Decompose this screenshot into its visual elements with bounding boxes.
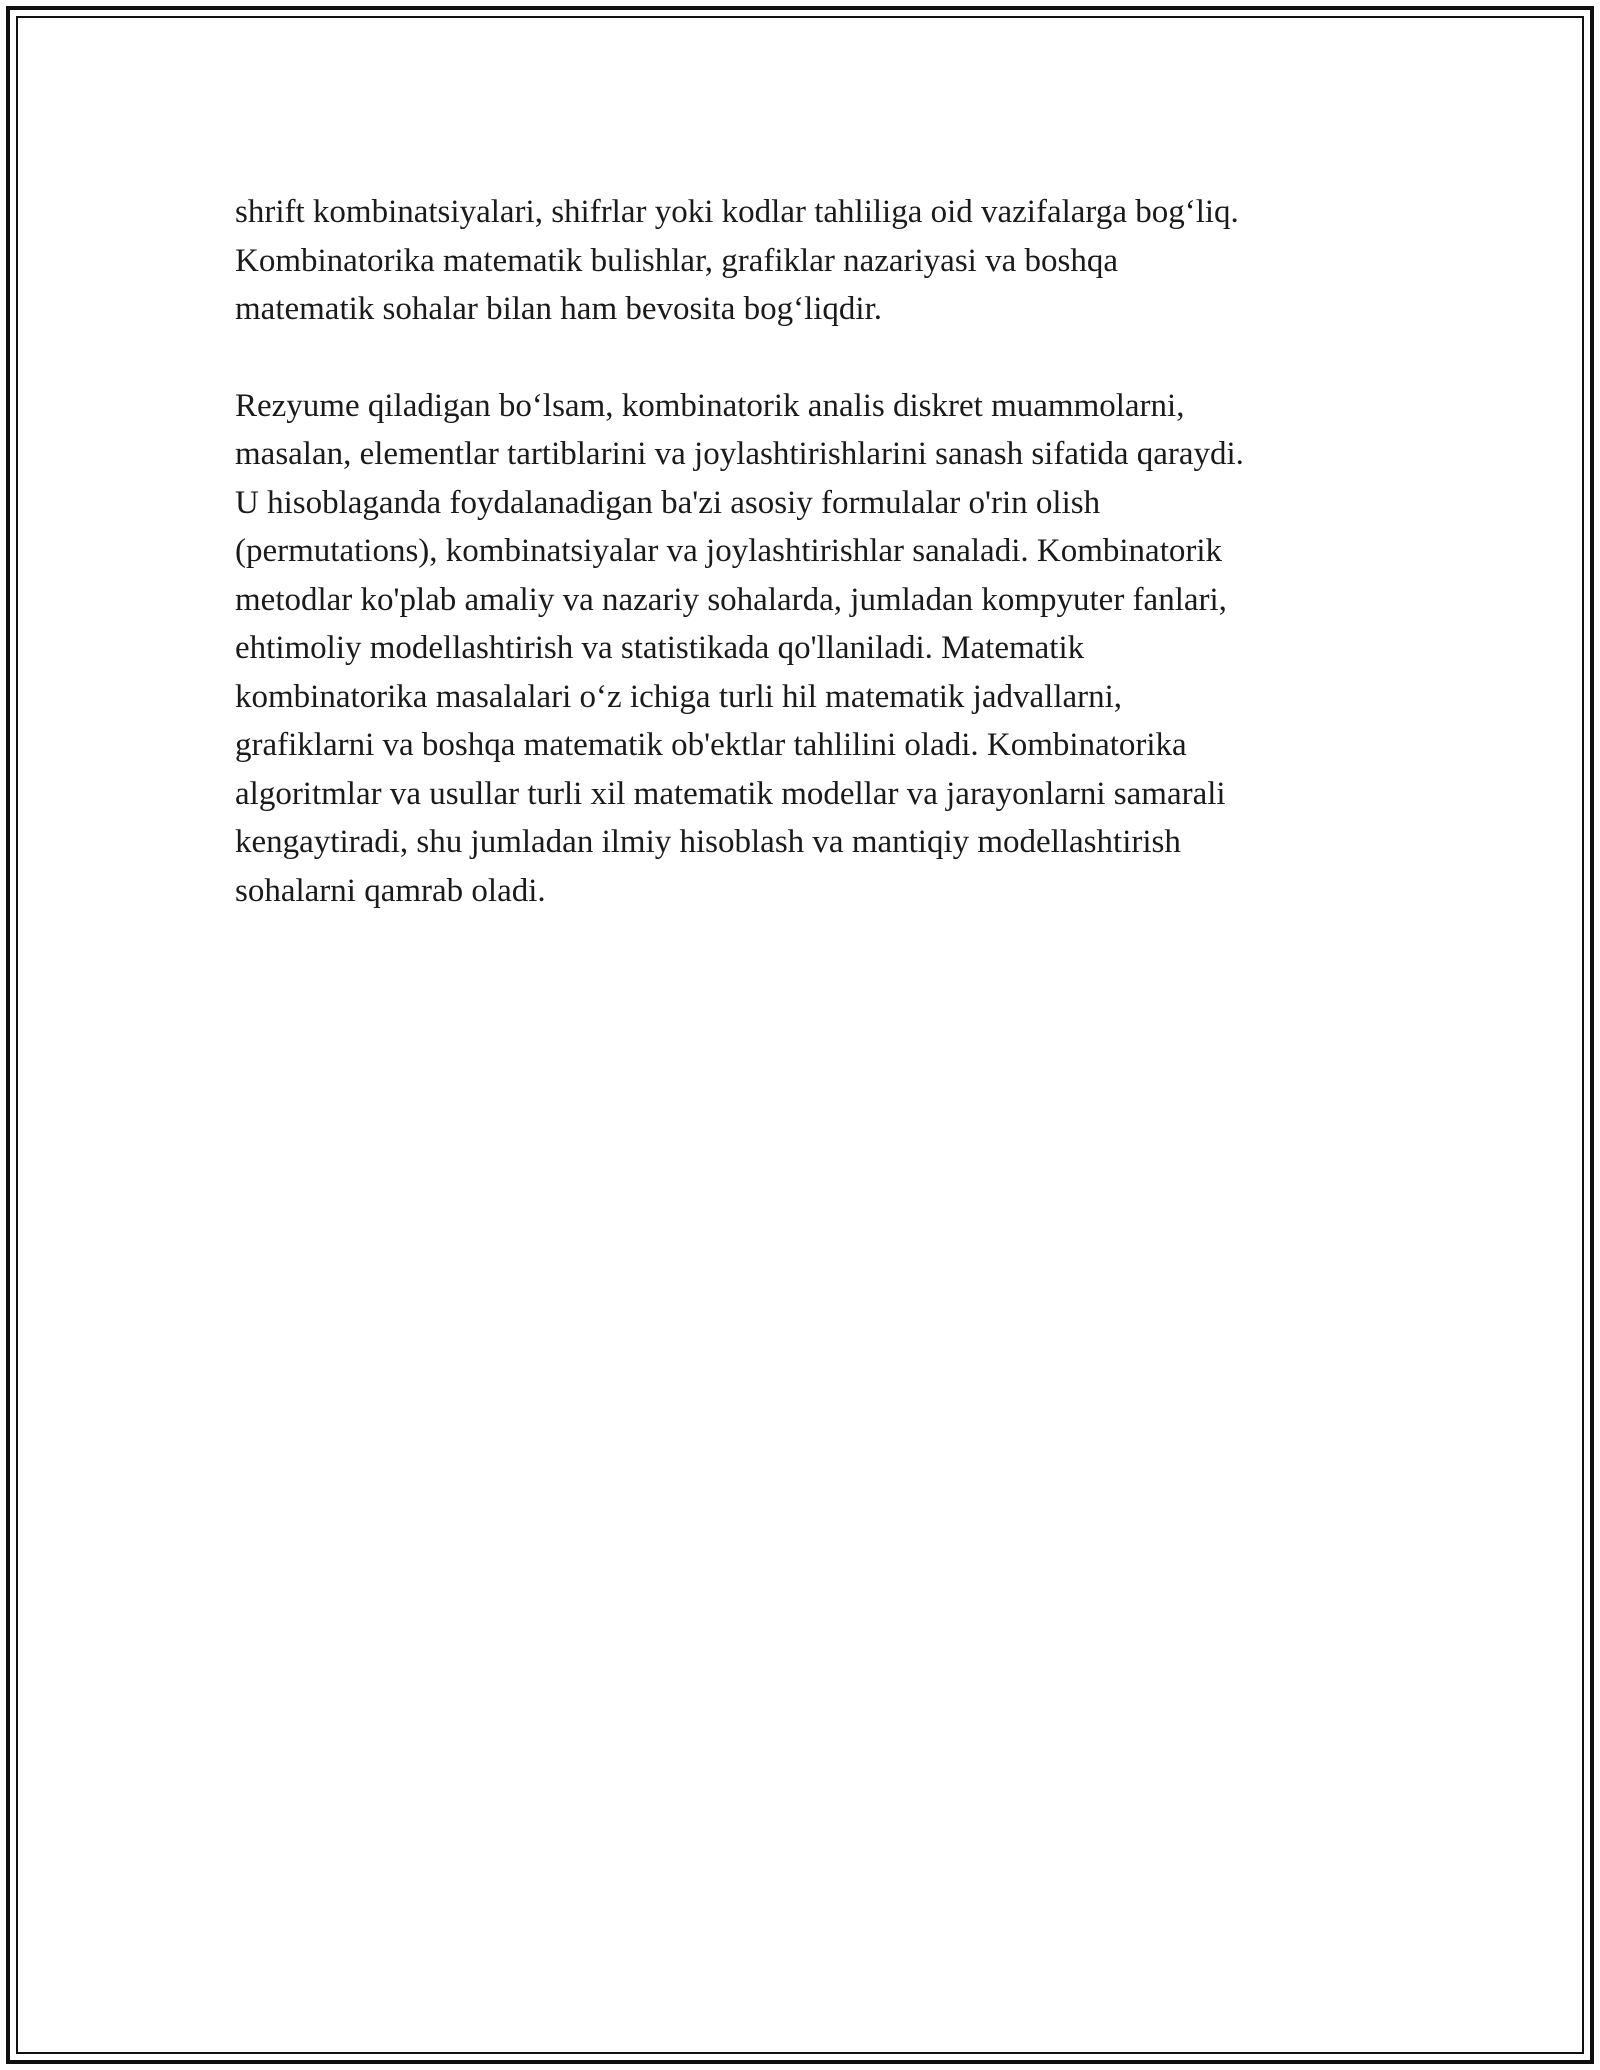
document-body bbox=[235, 188, 1365, 963]
paragraph-2 bbox=[235, 382, 1365, 916]
text-line: shrift kombinatsiyalari, shifrlar yoki kodlar tahliliga oid vazifalarga bog‘liq. bbox=[235, 194, 1239, 230]
paragraph-1 bbox=[235, 188, 1365, 334]
text-line: Rezyume qiladigan bo‘lsam, kombinatorik analis diskret muammolarni, bbox=[235, 387, 1185, 424]
text-line: ehtimoliy modellashtirish va statistikada qo'llaniladi. Matematik bbox=[235, 630, 1085, 666]
text-line: U hisoblaganda foydalanadigan ba'zi asosiy formulalar o'rin olish bbox=[235, 484, 1101, 521]
text-line: Kombinatorika matematik bulishlar, grafiklar nazariyasi va boshqa bbox=[235, 242, 1118, 279]
text-line: kengaytiradi, shu jumladan ilmiy hisoblash va mantiqiy modellashtirish bbox=[235, 824, 1181, 860]
text-line: metodlar ko'plab amaliy va nazariy sohalarda, jumladan kompyuter fanlari, bbox=[235, 581, 1227, 618]
text-line: matematik sohalar bilan ham bevosita bog‘liqdir. bbox=[235, 291, 883, 327]
text-line: algoritmlar va usullar turli xil matematik modellar va jarayonlarni samarali bbox=[235, 775, 1226, 812]
text-line: (permutations), kombinatsiyalar va joylashtirishlar sanaladi. Kombinatorik bbox=[235, 533, 1223, 569]
text-line: grafiklarni va boshqa matematik ob'ektlar tahlilini oladi. Kombinatorika bbox=[235, 727, 1187, 763]
text-line: kombinatorika masalalari o‘z ichiga turli hil matematik jadvallarni, bbox=[235, 678, 1123, 715]
text-line: masalan, elementlar tartiblarini va joylashtirishlarini sanash sifatida qaraydi. bbox=[235, 436, 1244, 472]
text-line: sohalarni qamrab oladi. bbox=[235, 872, 546, 909]
